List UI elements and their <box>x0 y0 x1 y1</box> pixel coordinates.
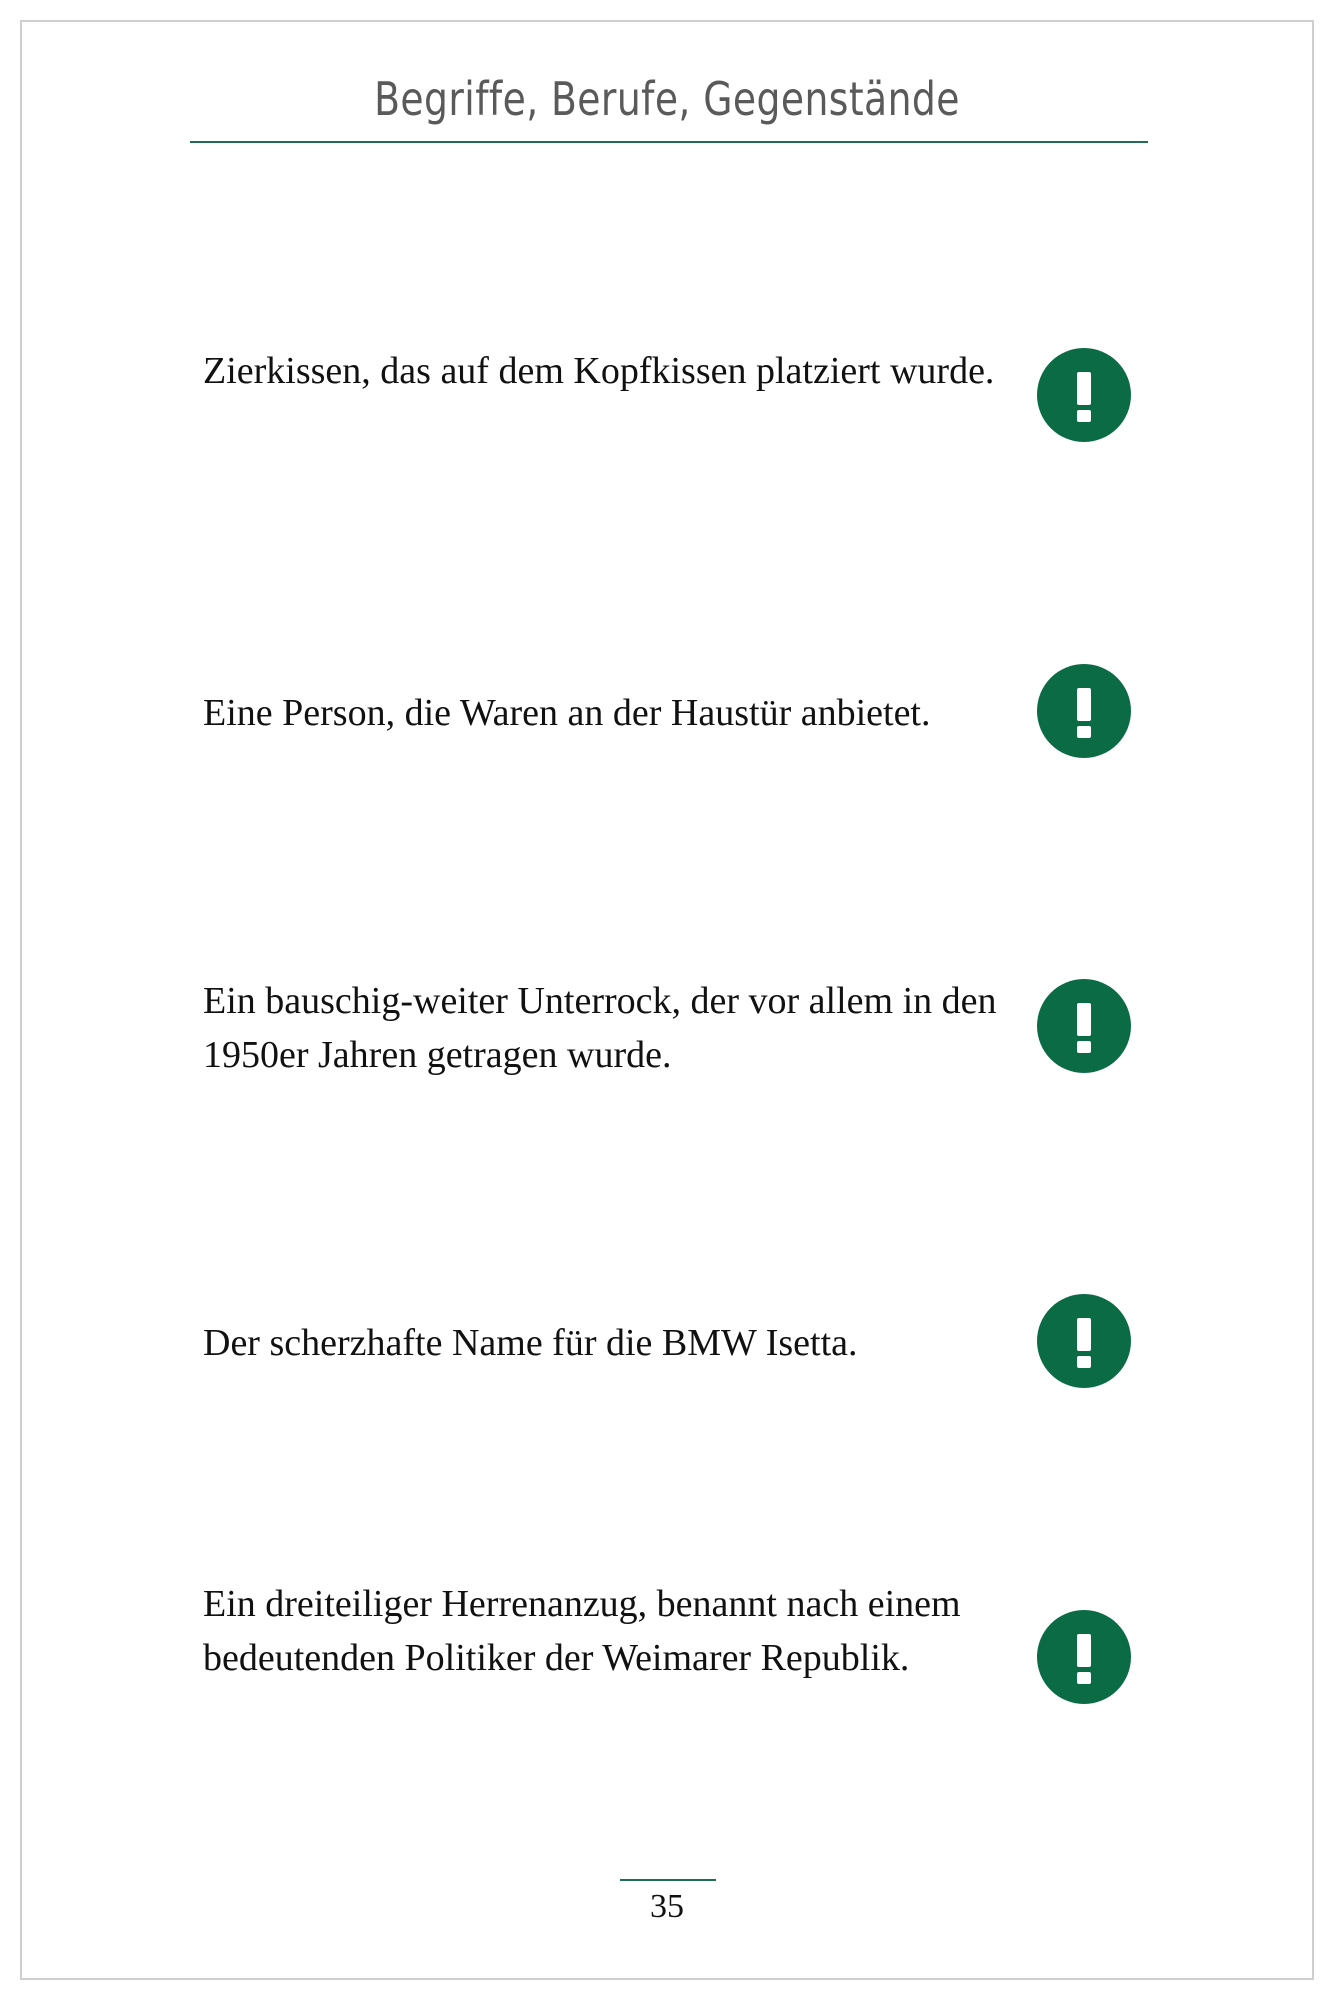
question-3-text: Ein bauschig-weiter Unterrock, der vor allem in den 1950er Jahren getragen wurde. <box>203 980 997 1076</box>
hint-button-2[interactable] <box>1037 664 1131 758</box>
exclamation-icon <box>1037 664 1131 758</box>
page-number: 35 <box>650 1888 684 1925</box>
chapter-title: Begriffe, Berufe, Gegenstände <box>374 72 960 126</box>
title-divider <box>190 141 1148 143</box>
exclamation-icon <box>1037 1294 1131 1388</box>
question-4-text: Der scherzhafte Name für die BMW Isetta. <box>203 1322 858 1364</box>
exclamation-icon <box>1037 979 1131 1073</box>
hint-button-1[interactable] <box>1037 348 1131 442</box>
question-2-text: Eine Person, die Waren an der Haustür anbietet. <box>203 692 931 734</box>
hint-button-3[interactable] <box>1037 979 1131 1073</box>
hint-button-5[interactable] <box>1037 1610 1131 1704</box>
hint-button-4[interactable] <box>1037 1294 1131 1388</box>
page-number-divider <box>620 1879 716 1881</box>
question-1-text: Zierkissen, das auf dem Kopfkissen platziert wurde. <box>203 350 995 392</box>
exclamation-icon <box>1037 1610 1131 1704</box>
exclamation-icon <box>1037 348 1131 442</box>
question-5-text: Ein dreiteiliger Herrenanzug, benannt nach einem bedeutenden Politiker der Weimarer Republik. <box>203 1583 961 1679</box>
